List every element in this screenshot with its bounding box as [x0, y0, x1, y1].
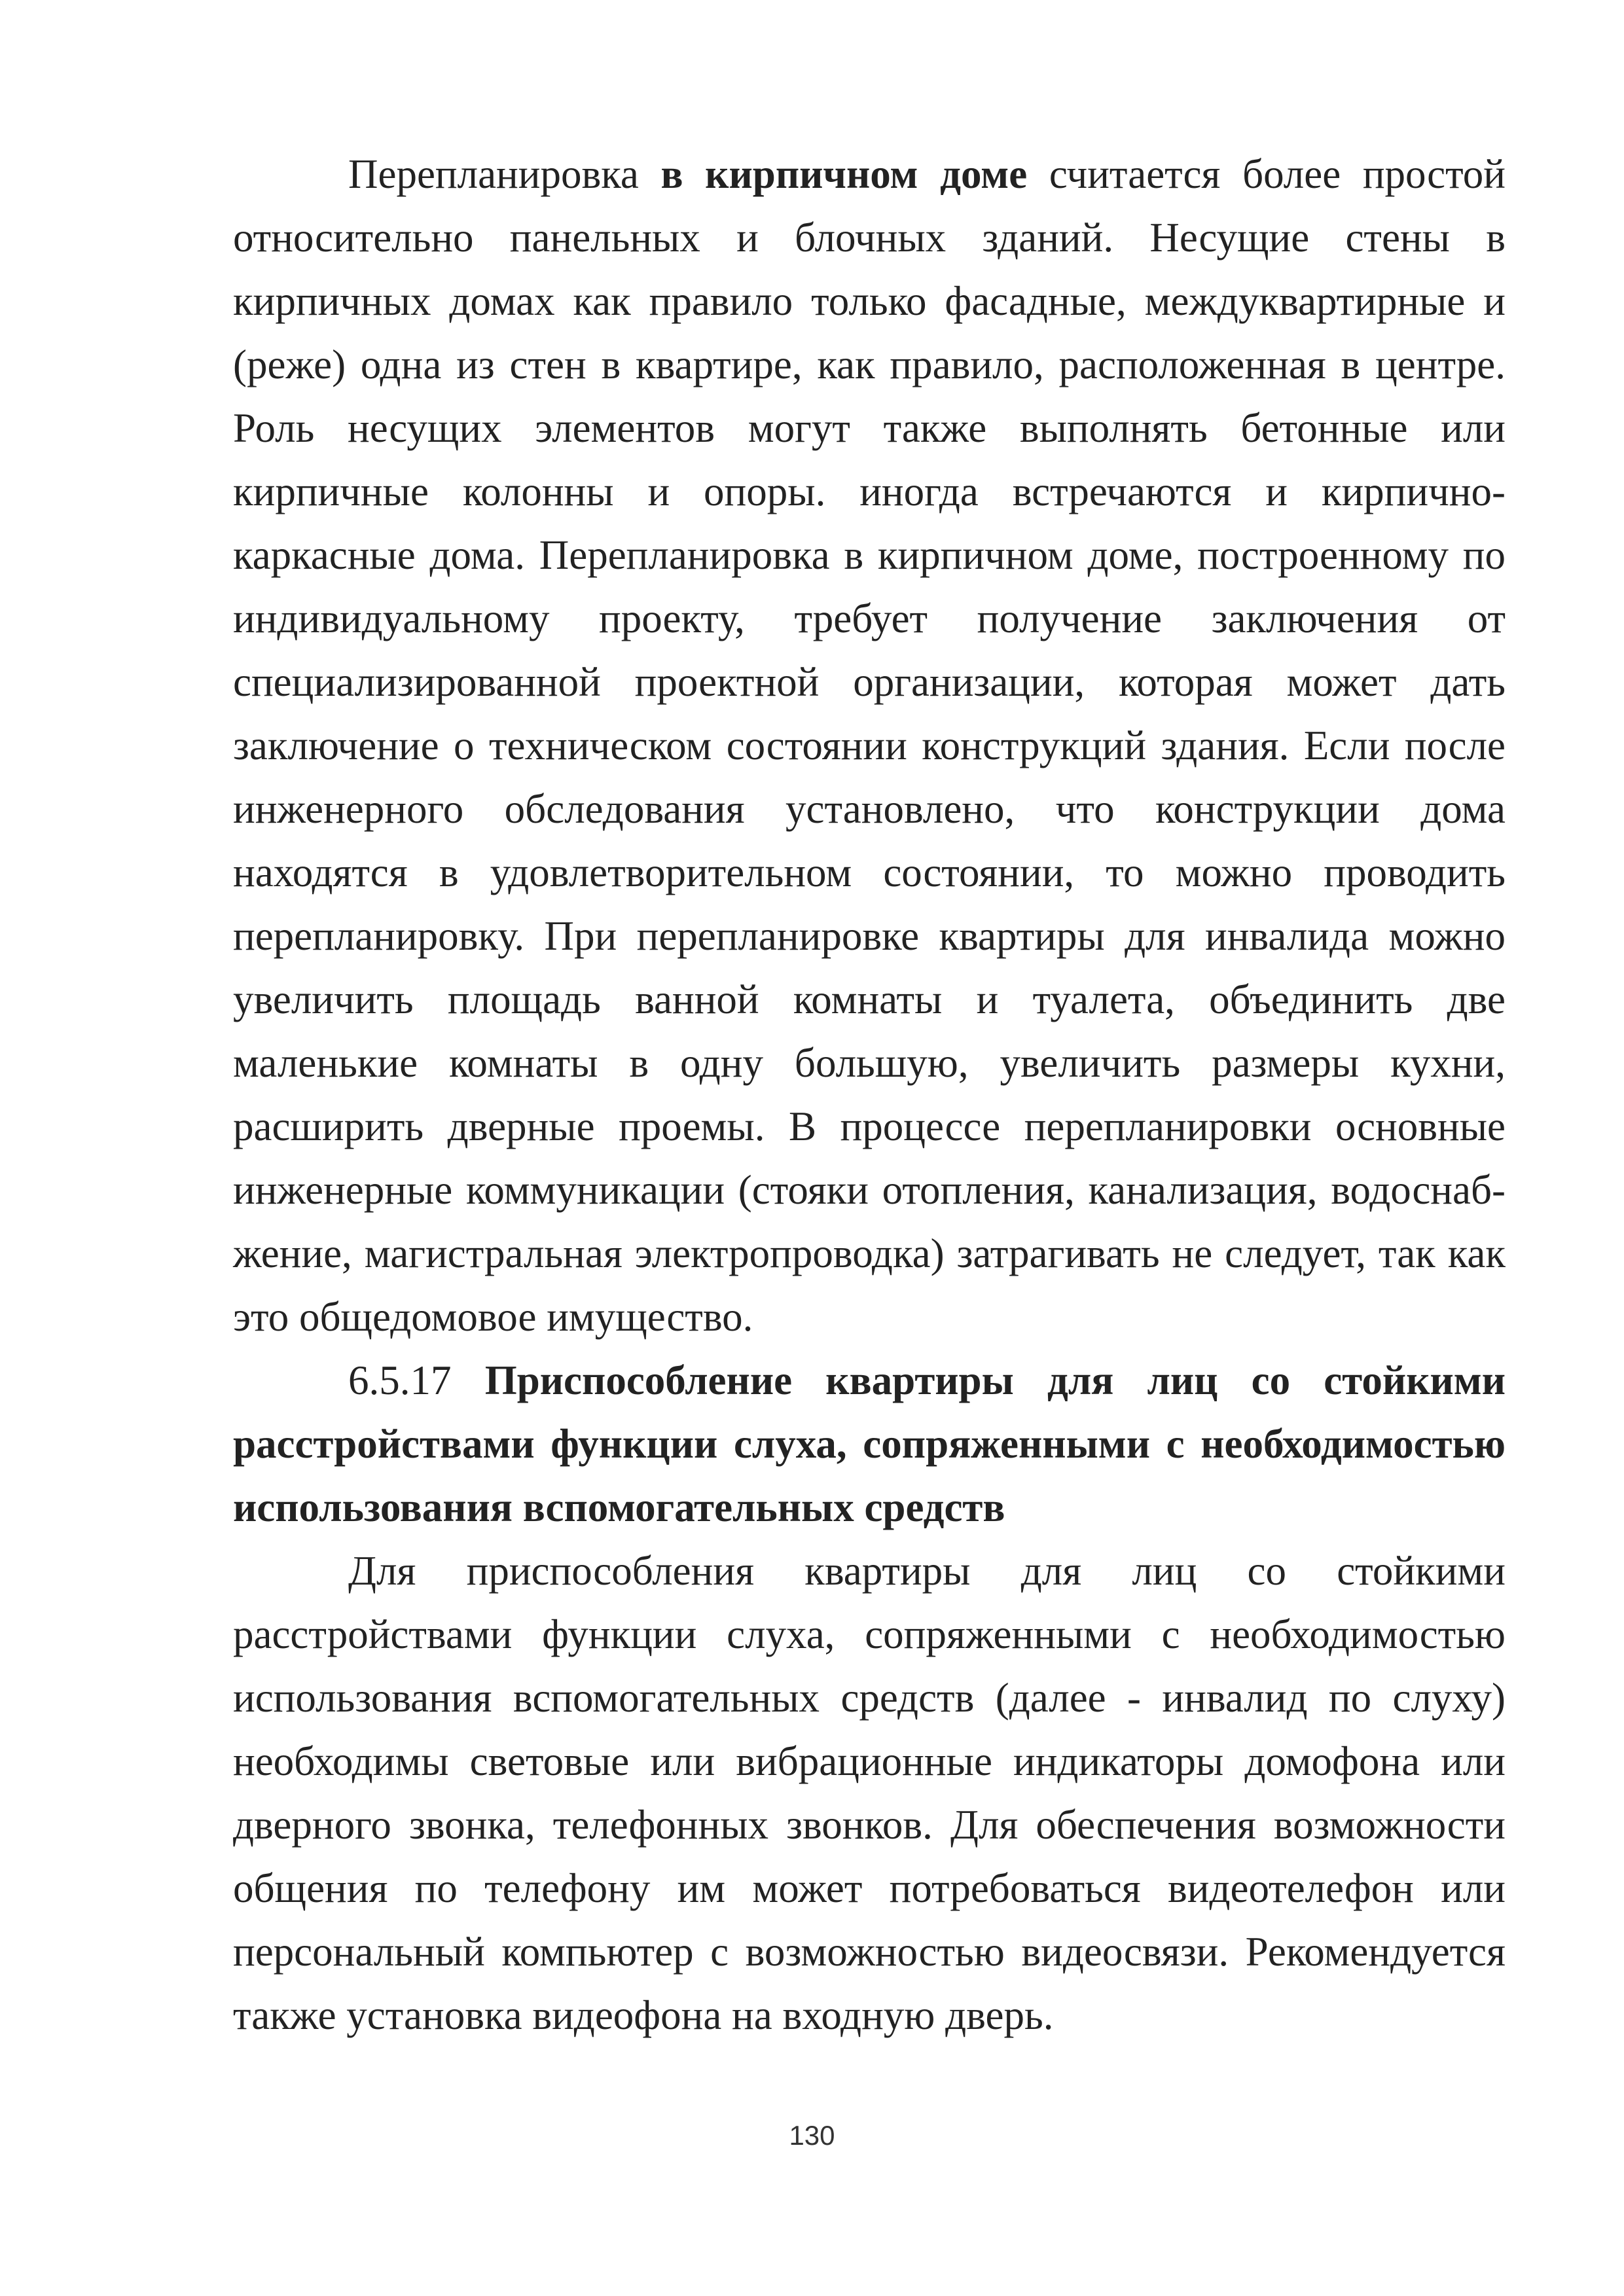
page-number: 130: [789, 2120, 835, 2151]
section-number: 6.5.17: [348, 1357, 485, 1403]
paragraph-prefix: Перепланировка: [348, 151, 661, 197]
section-heading: [233, 1349, 1506, 1539]
section-title: Приспособление квартиры для лиц со стойкими расстройствами функции слуха, сопряженными с необходимостью использования вспомогательных средств: [233, 1357, 1506, 1530]
paragraph-text: считается более простой относительно панельных и блочных зданий. Несущие стены в кирпичных домах как правило только фасадные, междуквартирные и (реже) одна из стен в квартире, как правило, расположенная в центре. Роль несущих элементов могут также выполнять бетонные или кирпичные колонны и опоры. иногда встречаются и кирпично-каркасные дома. Перепланировка в кирпичном доме, построенному по индивидуальному проекту, требует получение заключения от специализированной проектной организации, которая может дать заключение о техническом состоянии конструкций здания. Если после инженерного обследования установлено, что конструкции дома находятся в удовлетворительном состоянии, то можно проводить перепланировку. При перепланировке квартиры для инвалида можно увеличить площадь ванной комнаты и туалета, объединить две маленькие комнаты в одну большую, увеличить размеры кухни, расширить дверные проемы. В процессе перепланировки основные инженерные коммуникации (стояки отопления, канализация, водоснабжение, магистральная электропроводка) затрагивать не следует, так как это общедомовое имущество.: [233, 151, 1506, 1340]
paragraph-brick-house: [233, 143, 1506, 1349]
document-page: [233, 143, 1506, 2047]
paragraph-hearing-impaired: [233, 1539, 1506, 2047]
bold-phrase: в кирпичном доме: [660, 151, 1028, 197]
paragraph-text: Для приспособления квартиры для лиц со стойкими расстройствами функции слуха, сопряженными с необходимостью использования вспомогательных средств (далее - инвалид по слуху) необходимы световые или вибрационные индикаторы домофона или дверного звонка, телефонных звонков. Для обеспечения возможности общения по телефону им может потребоваться видеотелефон или персональный компьютер с возможностью видеосвязи. Рекомендуется также установка видеофона на входную дверь.: [233, 1548, 1506, 2038]
